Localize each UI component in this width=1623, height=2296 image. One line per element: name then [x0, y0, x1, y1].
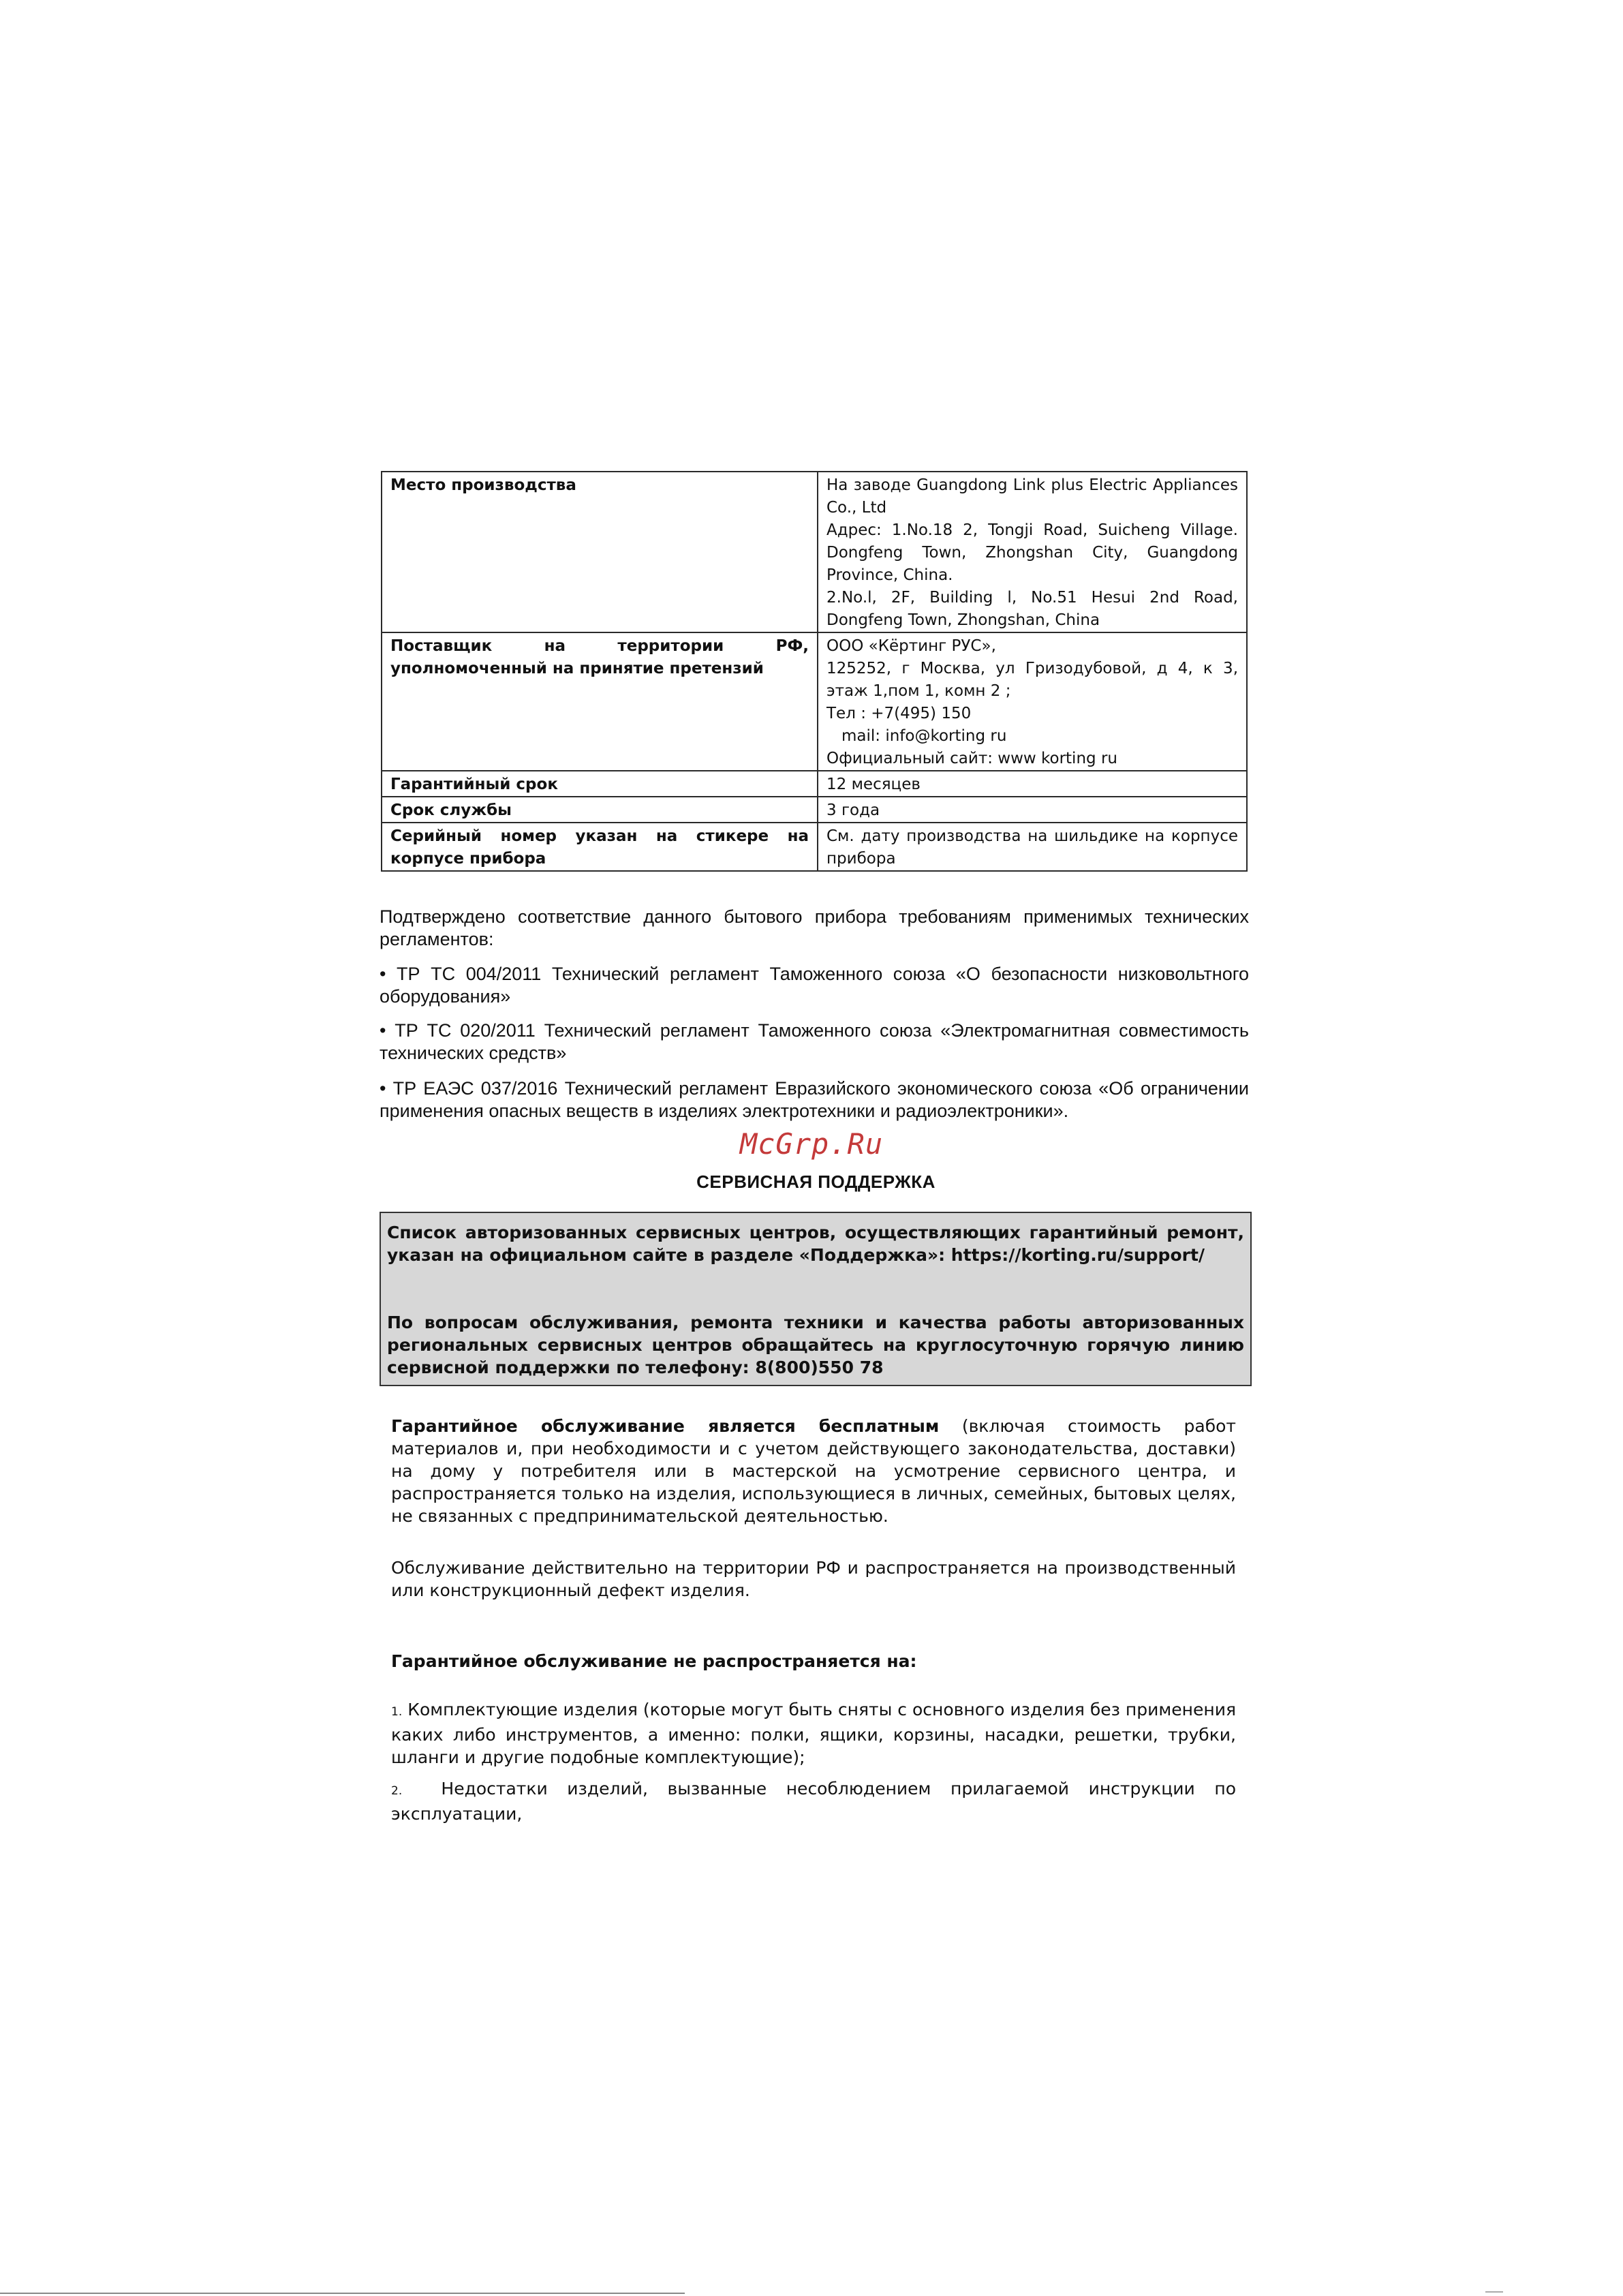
exclusions-title: Гарантийное обслуживание не распространяется на: [391, 1651, 917, 1671]
territory-paragraph: Обслуживание действительно на территории РФ и распространяется на производственный или конструкционный дефект изделия. [391, 1558, 1236, 1600]
value-line: 2.No.l, 2F, Building l, No.51 Hesui 2nd Road, Dongfeng Town, Zhongshan, China [826, 589, 1238, 629]
hotline-text: По вопросам обслуживания, ремонта техники и качества работы авторизованных региональных сервисных центров обращайтесь на круглосуточную горячую линию сервисной поддержки по телефону: 8(800)550 78 [387, 1313, 1244, 1377]
table-row [382, 472, 1247, 632]
row-label: Поставщик на территории РФ, уполномоченный на принятие претензий [382, 632, 818, 771]
value-line: Официальный сайт: www korting ru [826, 750, 1117, 767]
item-text: Комплектующие изделия (которые могут быть сняты с основного изделия без применения каких либо инструментов, а именно: полки, ящики, корзины, насадки, решетки, трубки, шланги и другие подобные комплектующие); [391, 1700, 1236, 1767]
section-title: СЕРВИСНАЯ ПОДДЕРЖКА [696, 1172, 936, 1192]
conformity-item: • ТР ЕАЭС 037/2016 Технический регламент Евразийского экономического союза «Об ограничении применения опасных веществ в изделиях электротехники и радиоэлектроники». [380, 1078, 1249, 1121]
footer-mark [1485, 2291, 1503, 2293]
row-value [818, 632, 1247, 771]
value-line: mail: info@korting ru [841, 727, 1007, 745]
watermark: McGrp.Ru [739, 1127, 884, 1161]
value-line: Адрес: 1.No.18 2, Tongji Road, Suicheng Village. Dongfeng Town, Zhongshan City, Guangdong Province, China. [826, 521, 1238, 584]
table-row [382, 823, 1247, 871]
row-label: Серийный номер указан на стикере на корпусе прибора [382, 823, 818, 871]
conformity-item: • ТР ТС 020/2011 Технический регламент Таможенного союза «Электромагнитная совместимость технических средств» [380, 1020, 1249, 1063]
conformity-intro: Подтверждено соответствие данного бытового прибора требованиям применимых технических регламентов: [380, 906, 1249, 949]
item-number: 2. [391, 1784, 403, 1798]
row-label: Место производства [382, 472, 818, 632]
conformity-item: • ТР ТС 004/2011 Технический регламент Таможенного союза «О безопасности низковольтного оборудования» [380, 964, 1249, 1007]
footer-divider [0, 2293, 685, 2294]
value-line: 125252, г Москва, ул Гризодубовой, д 4, к 3, этаж 1,пом 1, комн 2 ; [826, 660, 1238, 700]
table-row [382, 771, 1247, 797]
exclusion-item [391, 1698, 1236, 1769]
row-label: Гарантийный срок [382, 771, 818, 797]
row-value: 3 года [818, 797, 1247, 823]
free-service-rest: (включая стоимость работ материалов и, при необходимости и с учетом действующего законодательства, доставки) на дому у потребителя или в мастерской на усмотрение сервисного центра, и распространяется только на изделия, использующиеся в личных, семейных, бытовых целях, не связанных с предпринимательской деятельностью. [391, 1416, 1236, 1526]
row-label: Срок службы [382, 797, 818, 823]
free-service-paragraph [391, 1415, 1236, 1527]
exclusion-item [391, 1777, 1236, 1825]
table-row [382, 797, 1247, 823]
row-value: См. дату производства на шильдике на корпусе прибора [818, 823, 1247, 871]
row-value: 12 месяцев [818, 771, 1247, 797]
free-service-bold: Гарантийное обслуживание является бесплатным [391, 1416, 940, 1436]
value-line: На заводе Guangdong Link plus Electric Appliances Co., Ltd [826, 476, 1238, 517]
table-row [382, 632, 1247, 771]
item-text: Недостатки изделий, вызванные несоблюдением прилагаемой инструкции по эксплуатации, [391, 1779, 1236, 1824]
service-support-box [380, 1212, 1252, 1386]
service-centers-text: Список авторизованных сервисных центров, осуществляющих гарантийный ремонт, указан на официальном сайте в разделе «Поддержка»: https://korting.ru/support/ [387, 1223, 1244, 1265]
value-line: Тел : +7(495) 150 [826, 705, 972, 722]
row-value [818, 472, 1247, 632]
value-line: ООО «Кёртинг РУС», [826, 637, 996, 655]
item-number: 1. [391, 1705, 403, 1719]
product-info-table [381, 471, 1248, 872]
